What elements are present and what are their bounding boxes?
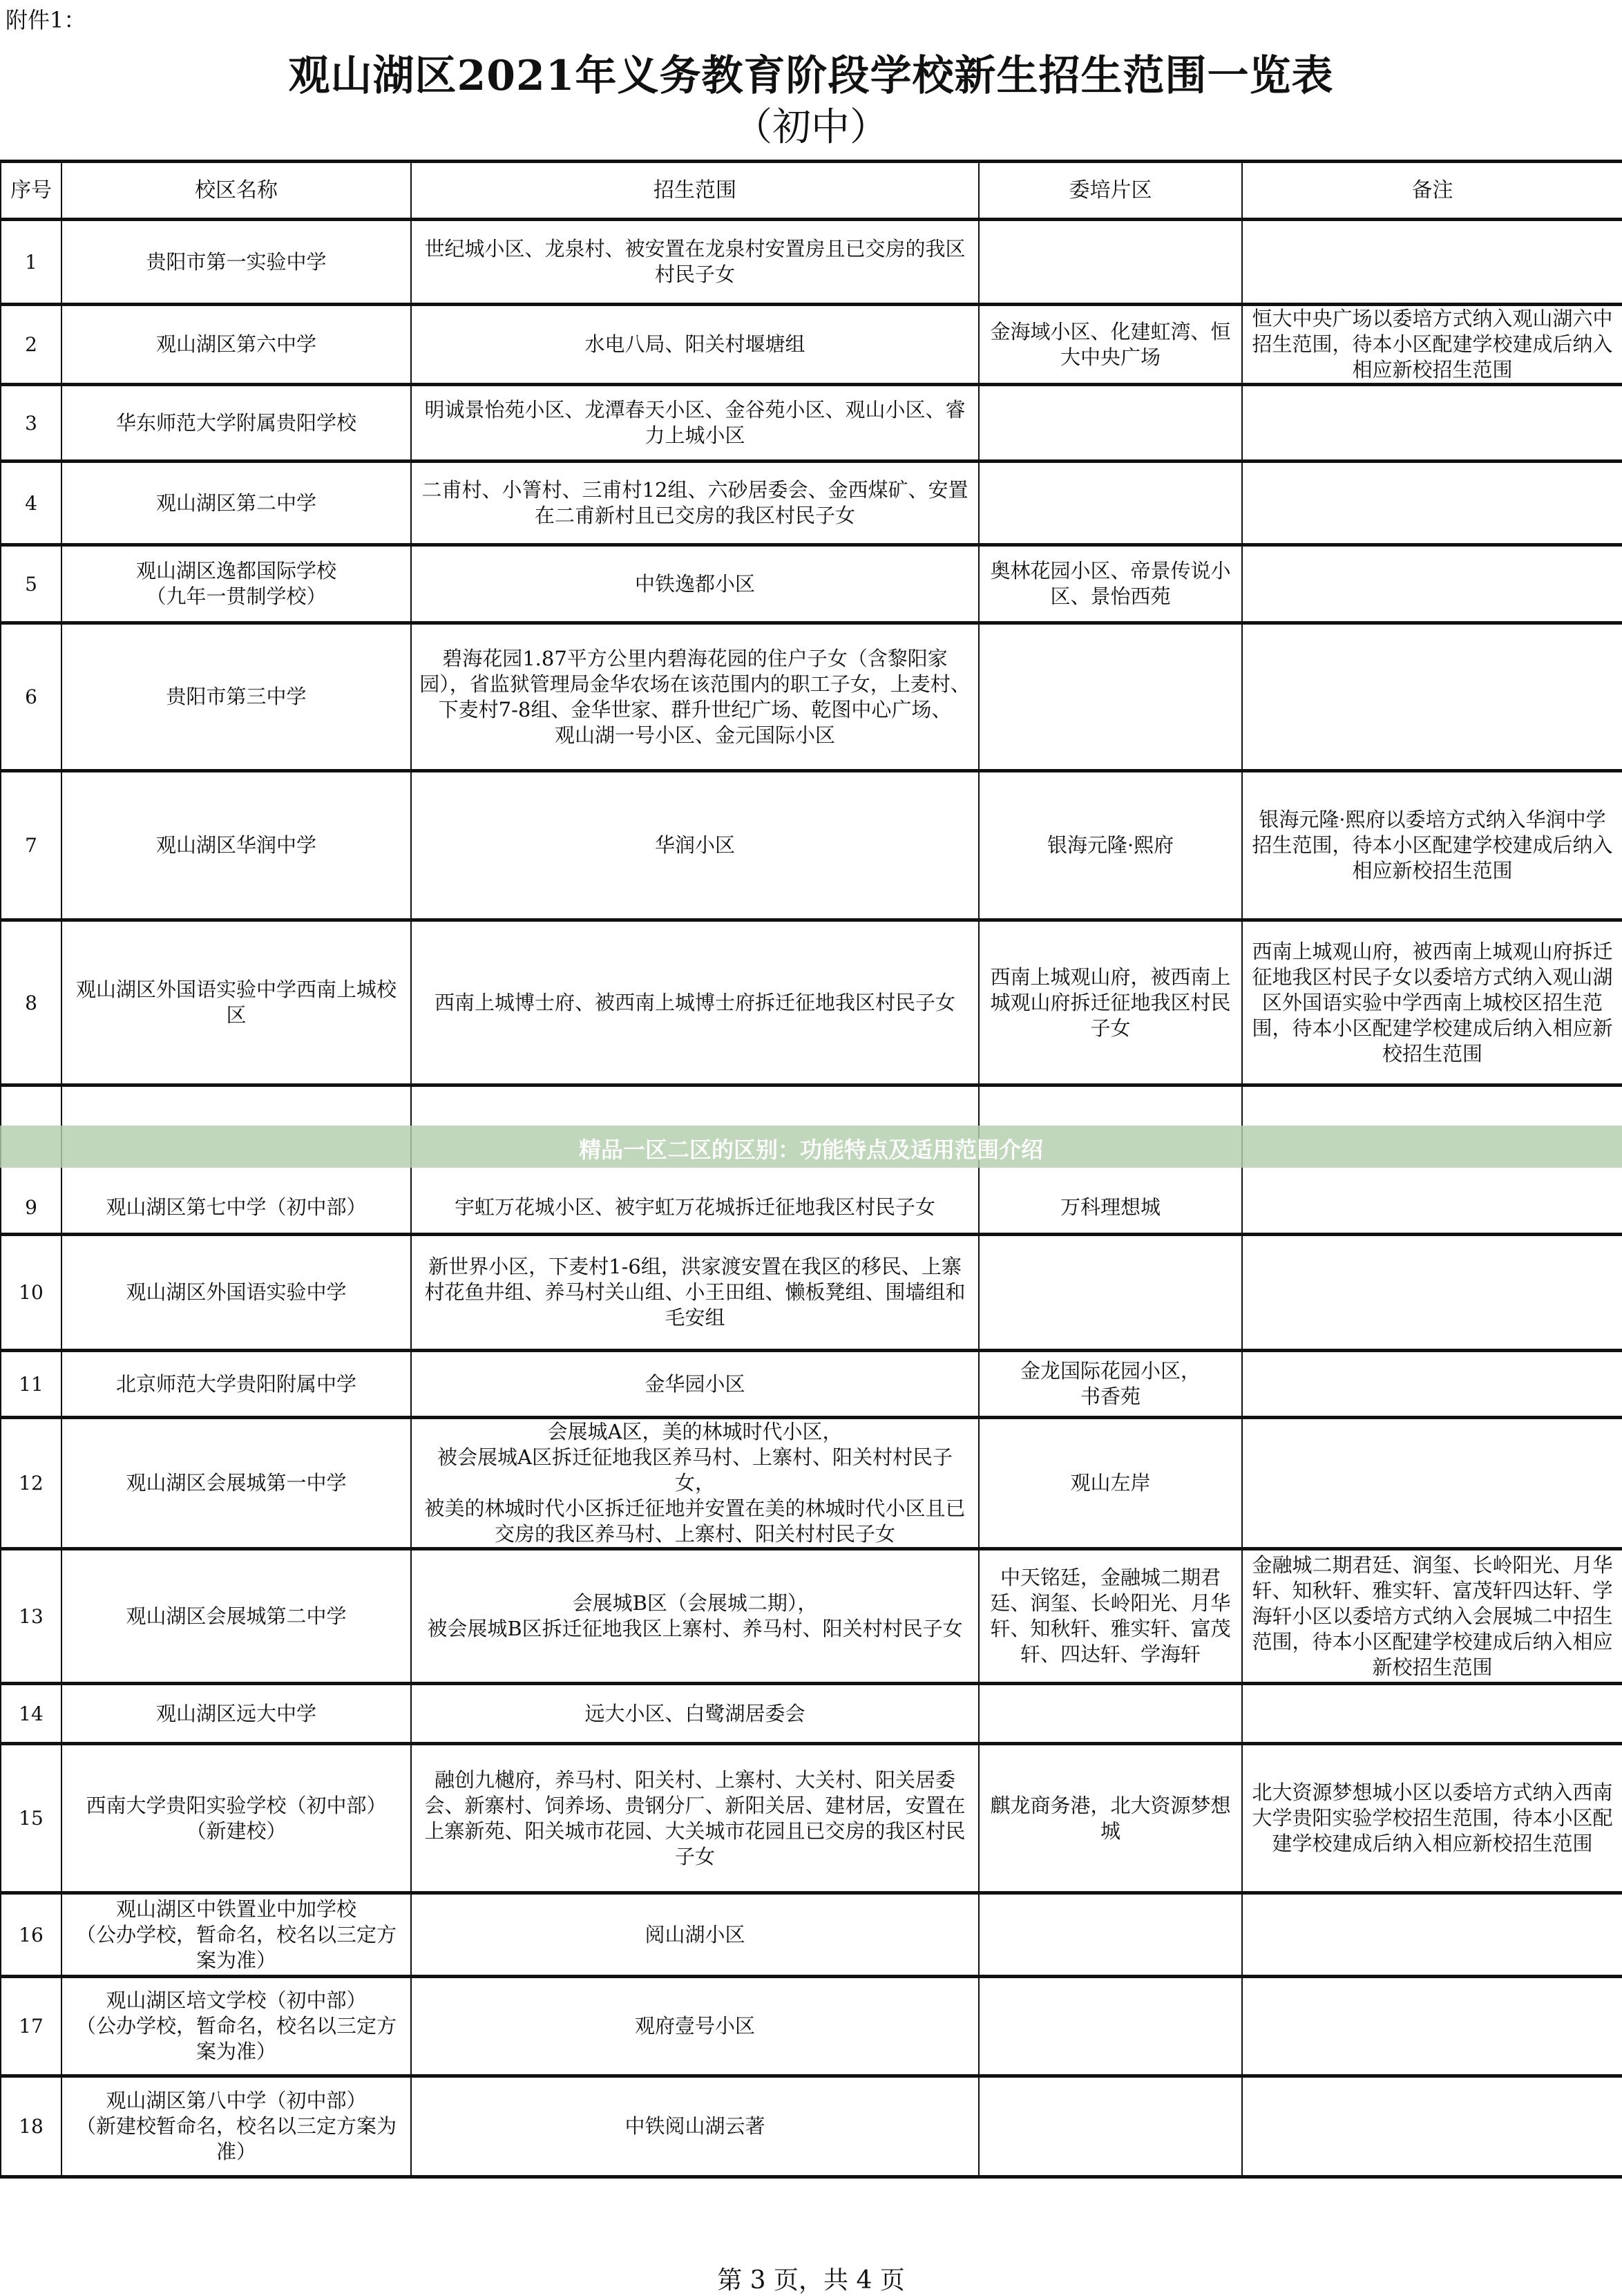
enrollment-range: 西南上城博士府、被西南上城博士府拆迁征地我区村民子女 xyxy=(411,920,979,1085)
enrollment-range: 碧海花园1.87平方公里内碧海花园的住户子女（含黎阳家园），省监狱管理局金华农场在该范围内的职工子女，上麦村、下麦村7-8组、金华世家、群升世纪广场、乾图中心广场、 观山湖一号小区、金元国际小区 xyxy=(411,623,979,771)
header-range: 招生范围 xyxy=(411,162,979,220)
remark: 西南上城观山府，被西南上城观山府拆迁征地我区村民子女以委培方式纳入观山湖区外国语实验中学西南上城校区招生范围，待本小区配建学校建成后纳入相应新校招生范围 xyxy=(1242,920,1622,1085)
table-row xyxy=(1,545,1622,623)
table-row xyxy=(1,1351,1622,1418)
enrollment-range: 宇虹万花城小区、被宇虹万花城拆迁征地我区村民子女 xyxy=(411,1085,979,1235)
school-name: 观山湖区外国语实验中学西南上城校区 xyxy=(61,920,411,1085)
delegated-area: 中天铭廷，金融城二期君廷、润玺、长岭阳光、月华轩、知秋轩、雅实轩、富茂轩、四达轩、学海轩 xyxy=(979,1549,1242,1684)
remark: 金融城二期君廷、润玺、长岭阳光、月华轩、知秋轩、雅实轩、富茂轩四达轩、学海轩小区以委培方式纳入会展城二中招生范围，待本小区配建学校建成后纳入相应新校招生范围 xyxy=(1242,1549,1622,1684)
row-number: 15 xyxy=(1,1744,61,1893)
remark xyxy=(1242,623,1622,771)
school-name: 观山湖区远大中学 xyxy=(61,1684,411,1744)
enrollment-range: 金华园小区 xyxy=(411,1351,979,1418)
page-footer: 第 3 页，共 4 页 xyxy=(717,2266,905,2295)
enrollment-range: 融创九樾府，养马村、阳关村、上寨村、大关村、阳关居委会、新寨村、饲养场、贵钢分厂、新阳关居、建材居，安置在上寨新苑、阳关城市花园、大关城市花园且已交房的我区村民子女 xyxy=(411,1744,979,1893)
delegated-area xyxy=(979,1977,1242,2076)
header-no: 序号 xyxy=(1,162,61,220)
remark: 北大资源梦想城小区以委培方式纳入西南大学贵阳实验学校招生范围，待本小区配建学校建成后纳入相应新校招生范围 xyxy=(1242,1744,1622,1893)
school-name: 贵阳市第一实验中学 xyxy=(61,220,411,305)
row-number: 12 xyxy=(1,1418,61,1549)
school-name: 观山湖区第六中学 xyxy=(61,305,411,385)
table-row xyxy=(1,1235,1622,1351)
enrollment-range: 中铁阅山湖云著 xyxy=(411,2076,979,2177)
table-row xyxy=(1,1977,1622,2076)
overlay-banner xyxy=(0,1126,1622,1168)
delegated-area xyxy=(979,623,1242,771)
remark xyxy=(1242,1684,1622,1744)
banner-text: 精品一区二区的区别：功能特点及适用范围介绍 xyxy=(578,1137,1043,1163)
school-name: 观山湖区外国语实验中学 xyxy=(61,1235,411,1351)
header-delegated: 委培片区 xyxy=(979,162,1242,220)
enrollment-range: 会展城B区（会展城二期）， 被会展城B区拆迁征地我区上寨村、养马村、阳关村村民子女 xyxy=(411,1549,979,1684)
school-name: 观山湖区培文学校（初中部） （公办学校，暂命名，校名以三定方案为准） xyxy=(61,1977,411,2076)
row-number: 2 xyxy=(1,305,61,385)
enrollment-range: 华润小区 xyxy=(411,771,979,920)
table-row xyxy=(1,1549,1622,1684)
enrollment-range: 阅山湖小区 xyxy=(411,1893,979,1977)
table-header-row xyxy=(1,162,1622,220)
delegated-area: 金海域小区、化建虹湾、恒大中央广场 xyxy=(979,305,1242,385)
row-number: 18 xyxy=(1,2076,61,2177)
school-name: 观山湖区华润中学 xyxy=(61,771,411,920)
table-row xyxy=(1,305,1622,385)
delegated-area: 西南上城观山府，被西南上城观山府拆迁征地我区村民子女 xyxy=(979,920,1242,1085)
row-number: 8 xyxy=(1,920,61,1085)
delegated-area: 万科理想城 xyxy=(979,1085,1242,1235)
enrollment-range: 新世界小区，下麦村1-6组，洪家渡安置在我区的移民、上寨村花鱼井组、养马村关山组、小王田组、懒板凳组、围墙组和毛安组 xyxy=(411,1235,979,1351)
remark: 恒大中央广场以委培方式纳入观山湖六中招生范围，待本小区配建学校建成后纳入相应新校招生范围 xyxy=(1242,305,1622,385)
header-school: 校区名称 xyxy=(61,162,411,220)
row-number: 1 xyxy=(1,220,61,305)
enrollment-range: 会展城A区，美的林城时代小区， 被会展城A区拆迁征地我区养马村、上寨村、阳关村村民子女， 被美的林城时代小区拆迁征地并安置在美的林城时代小区且已交房的我区养马村、上寨村、阳关村村民子女 xyxy=(411,1418,979,1549)
table-row xyxy=(1,2076,1622,2177)
enrollment-range: 明诚景怡苑小区、龙潭春天小区、金谷苑小区、观山小区、睿力上城小区 xyxy=(411,385,979,462)
school-name: 北京师范大学贵阳附属中学 xyxy=(61,1351,411,1418)
delegated-area xyxy=(979,1235,1242,1351)
remark: 银海元隆·熙府以委培方式纳入华润中学招生范围，待本小区配建学校建成后纳入相应新校招生范围 xyxy=(1242,771,1622,920)
enrollment-range: 观府壹号小区 xyxy=(411,1977,979,2076)
school-name: 观山湖区中铁置业中加学校 （公办学校，暂命名，校名以三定方案为准） xyxy=(61,1893,411,1977)
enrollment-table xyxy=(0,160,1622,2179)
table-row xyxy=(1,220,1622,305)
remark xyxy=(1242,220,1622,305)
school-name: 观山湖区逸都国际学校 （九年一贯制学校） xyxy=(61,545,411,623)
delegated-area xyxy=(979,462,1242,545)
remark xyxy=(1242,1418,1622,1549)
page-subtitle: （初中） xyxy=(734,105,888,150)
delegated-area: 观山左岸 xyxy=(979,1418,1242,1549)
enrollment-range: 世纪城小区、龙泉村、被安置在龙泉村安置房且已交房的我区村民子女 xyxy=(411,220,979,305)
row-number: 3 xyxy=(1,385,61,462)
table-row xyxy=(1,1684,1622,1744)
enrollment-range: 二甫村、小箐村、三甫村12组、六砂居委会、金西煤矿、安置在二甫新村且已交房的我区村民子女 xyxy=(411,462,979,545)
school-name: 观山湖区第七中学（初中部） xyxy=(61,1085,411,1235)
table-row xyxy=(1,1418,1622,1549)
school-name: 观山湖区会展城第二中学 xyxy=(61,1549,411,1684)
delegated-area xyxy=(979,1893,1242,1977)
row-number: 17 xyxy=(1,1977,61,2076)
remark xyxy=(1242,1235,1622,1351)
school-name: 贵阳市第三中学 xyxy=(61,623,411,771)
row-number: 6 xyxy=(1,623,61,771)
school-name: 华东师范大学附属贵阳学校 xyxy=(61,385,411,462)
remark xyxy=(1242,1351,1622,1418)
table-row xyxy=(1,920,1622,1085)
remark xyxy=(1242,1977,1622,2076)
delegated-area: 麒龙商务港，北大资源梦想城 xyxy=(979,1744,1242,1893)
attachment-label: 附件1： xyxy=(6,7,86,33)
remark xyxy=(1242,2076,1622,2177)
table-row xyxy=(1,623,1622,771)
row-number: 13 xyxy=(1,1549,61,1684)
delegated-area xyxy=(979,1684,1242,1744)
row-number: 10 xyxy=(1,1235,61,1351)
school-name: 西南大学贵阳实验学校（初中部） （新建校） xyxy=(61,1744,411,1893)
delegated-area: 金龙国际花园小区， 书香苑 xyxy=(979,1351,1242,1418)
delegated-area: 银海元隆·熙府 xyxy=(979,771,1242,920)
row-number: 4 xyxy=(1,462,61,545)
row-number: 16 xyxy=(1,1893,61,1977)
table-row xyxy=(1,1893,1622,1977)
row-number: 7 xyxy=(1,771,61,920)
school-name: 观山湖区会展城第一中学 xyxy=(61,1418,411,1549)
remark xyxy=(1242,462,1622,545)
row-number: 11 xyxy=(1,1351,61,1418)
remark xyxy=(1242,385,1622,462)
remark xyxy=(1242,1893,1622,1977)
remark xyxy=(1242,545,1622,623)
delegated-area xyxy=(979,385,1242,462)
table-row xyxy=(1,771,1622,920)
enrollment-range: 水电八局、阳关村堰塘组 xyxy=(411,305,979,385)
delegated-area xyxy=(979,220,1242,305)
table-row xyxy=(1,385,1622,462)
page-title: 观山湖区2021年义务教育阶段学校新生招生范围一览表 xyxy=(288,52,1334,100)
delegated-area xyxy=(979,2076,1242,2177)
delegated-area: 奥林花园小区、帝景传说小区、景怡西苑 xyxy=(979,545,1242,623)
enrollment-range: 中铁逸都小区 xyxy=(411,545,979,623)
school-name: 观山湖区第二中学 xyxy=(61,462,411,545)
header-note: 备注 xyxy=(1242,162,1622,220)
row-number: 5 xyxy=(1,545,61,623)
table-row xyxy=(1,1744,1622,1893)
row-number: 14 xyxy=(1,1684,61,1744)
row-number: 9 xyxy=(1,1085,61,1235)
enrollment-range: 远大小区、白鹭湖居委会 xyxy=(411,1684,979,1744)
school-name: 观山湖区第八中学（初中部） （新建校暂命名，校名以三定方案为准） xyxy=(61,2076,411,2177)
table-row xyxy=(1,462,1622,545)
